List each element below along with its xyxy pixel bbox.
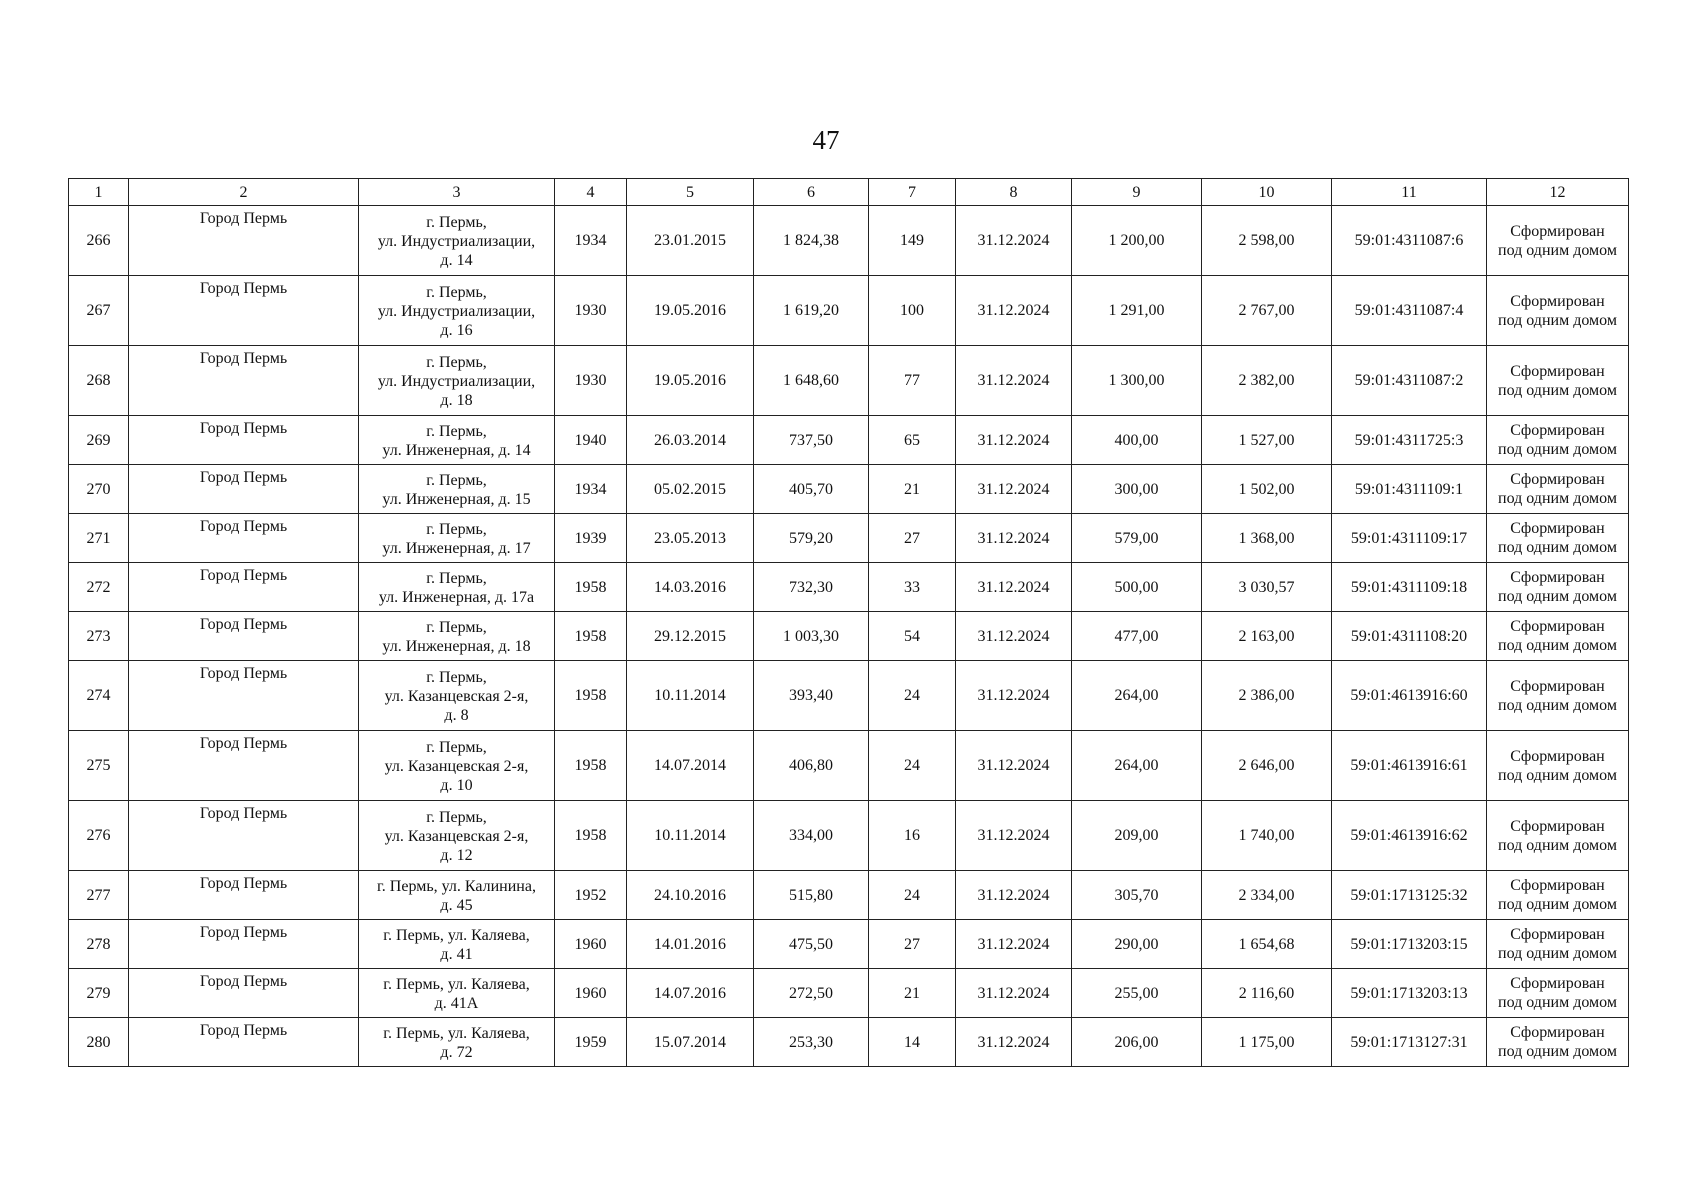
municipality-cell: Город Пермь	[129, 346, 359, 416]
living-area-cell: 393,40	[754, 661, 869, 731]
column-header-3: 3	[359, 179, 555, 206]
address-line: д. 14	[440, 251, 473, 269]
table-row	[69, 514, 1629, 563]
living-area-cell: 253,30	[754, 1018, 869, 1067]
row-number-cell: 276	[69, 801, 129, 871]
column-header-9: 9	[1072, 179, 1202, 206]
relocation-deadline-cell: 31.12.2024	[956, 731, 1072, 801]
land-status-cell	[1487, 1018, 1629, 1067]
address-line: г. Пермь,	[426, 569, 487, 587]
relocation-deadline-cell: 31.12.2024	[956, 563, 1072, 612]
land-status-cell	[1487, 731, 1629, 801]
municipality-cell: Город Пермь	[129, 920, 359, 969]
land-area-cell: 1 300,00	[1072, 346, 1202, 416]
address-line: ул. Инженерная, д. 15	[382, 490, 531, 508]
cadastral-number-cell: 59:01:1713203:15	[1332, 920, 1487, 969]
address-line: д. 72	[440, 1043, 473, 1061]
status-line: под одним домом	[1498, 637, 1617, 654]
residents-count-cell: 27	[869, 514, 956, 563]
status-line: под одним домом	[1498, 588, 1617, 605]
build-year-cell: 1958	[555, 661, 627, 731]
land-area-cell: 477,00	[1072, 612, 1202, 661]
status-line: Сформирован	[1510, 877, 1605, 894]
living-area-cell: 1 003,30	[754, 612, 869, 661]
residents-count-cell: 33	[869, 563, 956, 612]
row-number-cell: 279	[69, 969, 129, 1018]
table-row	[69, 801, 1629, 871]
address-line: г. Пермь,	[426, 520, 487, 538]
residents-count-cell: 24	[869, 661, 956, 731]
build-year-cell: 1952	[555, 871, 627, 920]
cost-cell: 2 386,00	[1202, 661, 1332, 731]
table-row	[69, 920, 1629, 969]
row-number-cell: 271	[69, 514, 129, 563]
municipality-cell: Город Пермь	[129, 563, 359, 612]
municipality-cell: Город Пермь	[129, 416, 359, 465]
status-line: под одним домом	[1498, 994, 1617, 1011]
address-line: ул. Инженерная, д. 18	[382, 637, 531, 655]
address-line: г. Пермь,	[426, 353, 487, 371]
address-line: г. Пермь,	[426, 422, 487, 440]
column-header-8: 8	[956, 179, 1072, 206]
address-cell	[359, 920, 555, 969]
residents-count-cell: 149	[869, 206, 956, 276]
relocation-deadline-cell: 31.12.2024	[956, 661, 1072, 731]
residents-count-cell: 77	[869, 346, 956, 416]
row-number-cell: 268	[69, 346, 129, 416]
relocation-deadline-cell: 31.12.2024	[956, 612, 1072, 661]
recognition-date-cell: 05.02.2015	[627, 465, 754, 514]
column-header-11: 11	[1332, 179, 1487, 206]
cadastral-number-cell: 59:01:1713203:13	[1332, 969, 1487, 1018]
address-line: ул. Казанцевская 2-я,	[384, 757, 529, 775]
land-area-cell: 264,00	[1072, 661, 1202, 731]
build-year-cell: 1930	[555, 276, 627, 346]
address-line: г. Пермь, ул. Каляева,	[383, 975, 530, 993]
relocation-deadline-cell: 31.12.2024	[956, 920, 1072, 969]
cost-cell: 1 654,68	[1202, 920, 1332, 969]
address-cell	[359, 346, 555, 416]
municipality-cell: Город Пермь	[129, 969, 359, 1018]
municipality-cell: Город Пермь	[129, 731, 359, 801]
cadastral-number-cell: 59:01:4613916:60	[1332, 661, 1487, 731]
address-cell	[359, 612, 555, 661]
table-row	[69, 871, 1629, 920]
address-line: д. 45	[440, 896, 473, 914]
column-header-1: 1	[69, 179, 129, 206]
table-row	[69, 416, 1629, 465]
municipality-cell: Город Пермь	[129, 1018, 359, 1067]
row-number-cell: 266	[69, 206, 129, 276]
municipality-cell: Город Пермь	[129, 801, 359, 871]
land-status-cell	[1487, 514, 1629, 563]
build-year-cell: 1958	[555, 801, 627, 871]
address-cell	[359, 416, 555, 465]
land-status-cell	[1487, 206, 1629, 276]
municipality-cell: Город Пермь	[129, 465, 359, 514]
column-header-4: 4	[555, 179, 627, 206]
living-area-cell: 1 619,20	[754, 276, 869, 346]
residents-count-cell: 14	[869, 1018, 956, 1067]
address-line: д. 16	[440, 321, 473, 339]
status-line: под одним домом	[1498, 311, 1617, 329]
status-line: Сформирован	[1510, 362, 1605, 380]
cost-cell: 1 527,00	[1202, 416, 1332, 465]
build-year-cell: 1960	[555, 920, 627, 969]
living-area-cell: 405,70	[754, 465, 869, 514]
row-number-cell: 273	[69, 612, 129, 661]
address-line: г. Пермь,	[426, 738, 487, 756]
row-number-cell: 274	[69, 661, 129, 731]
build-year-cell: 1934	[555, 206, 627, 276]
recognition-date-cell: 23.05.2013	[627, 514, 754, 563]
living-area-cell: 737,50	[754, 416, 869, 465]
municipality-cell: Город Пермь	[129, 661, 359, 731]
address-line: г. Пермь,	[426, 618, 487, 636]
status-line: Сформирован	[1510, 618, 1605, 635]
cost-cell: 2 116,60	[1202, 969, 1332, 1018]
address-cell	[359, 563, 555, 612]
relocation-deadline-cell: 31.12.2024	[956, 1018, 1072, 1067]
recognition-date-cell: 24.10.2016	[627, 871, 754, 920]
land-status-cell	[1487, 661, 1629, 731]
row-number-cell: 275	[69, 731, 129, 801]
address-cell	[359, 731, 555, 801]
cadastral-number-cell: 59:01:4311725:3	[1332, 416, 1487, 465]
cost-cell: 2 646,00	[1202, 731, 1332, 801]
recognition-date-cell: 19.05.2016	[627, 346, 754, 416]
status-line: Сформирован	[1510, 1024, 1605, 1041]
land-status-cell	[1487, 276, 1629, 346]
living-area-cell: 732,30	[754, 563, 869, 612]
relocation-deadline-cell: 31.12.2024	[956, 514, 1072, 563]
build-year-cell: 1958	[555, 612, 627, 661]
land-status-cell	[1487, 612, 1629, 661]
table-row	[69, 1018, 1629, 1067]
land-status-cell	[1487, 465, 1629, 514]
table-row	[69, 206, 1629, 276]
recognition-date-cell: 14.07.2014	[627, 731, 754, 801]
cost-cell: 2 767,00	[1202, 276, 1332, 346]
land-area-cell: 305,70	[1072, 871, 1202, 920]
housing-registry-table	[68, 178, 1629, 1067]
build-year-cell: 1940	[555, 416, 627, 465]
address-line: ул. Индустриализации,	[377, 302, 536, 320]
status-line: Сформирован	[1510, 569, 1605, 586]
table-row	[69, 661, 1629, 731]
residents-count-cell: 54	[869, 612, 956, 661]
land-status-cell	[1487, 969, 1629, 1018]
address-cell	[359, 801, 555, 871]
address-line: ул. Казанцевская 2-я,	[384, 827, 529, 845]
table-row	[69, 276, 1629, 346]
cost-cell: 2 382,00	[1202, 346, 1332, 416]
relocation-deadline-cell: 31.12.2024	[956, 465, 1072, 514]
relocation-deadline-cell: 31.12.2024	[956, 969, 1072, 1018]
cadastral-number-cell: 59:01:4311087:6	[1332, 206, 1487, 276]
address-line: д. 41	[440, 945, 473, 963]
land-status-cell	[1487, 346, 1629, 416]
status-line: под одним домом	[1498, 539, 1617, 556]
municipality-cell: Город Пермь	[129, 612, 359, 661]
cadastral-number-cell: 59:01:4613916:62	[1332, 801, 1487, 871]
table-row	[69, 563, 1629, 612]
cost-cell: 1 175,00	[1202, 1018, 1332, 1067]
residents-count-cell: 65	[869, 416, 956, 465]
land-area-cell: 400,00	[1072, 416, 1202, 465]
status-line: под одним домом	[1498, 490, 1617, 507]
land-area-cell: 290,00	[1072, 920, 1202, 969]
status-line: под одним домом	[1498, 945, 1617, 962]
address-line: ул. Индустриализации,	[377, 232, 536, 250]
address-line: г. Пермь,	[426, 213, 487, 231]
cadastral-number-cell: 59:01:4311109:1	[1332, 465, 1487, 514]
cost-cell: 1 502,00	[1202, 465, 1332, 514]
land-area-cell: 264,00	[1072, 731, 1202, 801]
relocation-deadline-cell: 31.12.2024	[956, 871, 1072, 920]
column-header-2: 2	[129, 179, 359, 206]
relocation-deadline-cell: 31.12.2024	[956, 801, 1072, 871]
municipality-cell: Город Пермь	[129, 276, 359, 346]
status-line: Сформирован	[1510, 292, 1605, 310]
status-line: Сформирован	[1510, 471, 1605, 488]
address-line: г. Пермь, ул. Каляева,	[383, 926, 530, 944]
recognition-date-cell: 14.07.2016	[627, 969, 754, 1018]
living-area-cell: 579,20	[754, 514, 869, 563]
address-line: д. 41А	[434, 994, 479, 1012]
address-cell	[359, 871, 555, 920]
recognition-date-cell: 26.03.2014	[627, 416, 754, 465]
land-area-cell: 579,00	[1072, 514, 1202, 563]
address-line: г. Пермь, ул. Каляева,	[383, 1024, 530, 1042]
status-line: под одним домом	[1498, 381, 1617, 399]
status-line: под одним домом	[1498, 696, 1617, 714]
recognition-date-cell: 10.11.2014	[627, 801, 754, 871]
residents-count-cell: 24	[869, 871, 956, 920]
cost-cell: 2 163,00	[1202, 612, 1332, 661]
row-number-cell: 270	[69, 465, 129, 514]
address-cell	[359, 465, 555, 514]
municipality-cell: Город Пермь	[129, 871, 359, 920]
land-status-cell	[1487, 416, 1629, 465]
cadastral-number-cell: 59:01:4311109:18	[1332, 563, 1487, 612]
municipality-cell: Город Пермь	[129, 514, 359, 563]
living-area-cell: 475,50	[754, 920, 869, 969]
cadastral-number-cell: 59:01:4311108:20	[1332, 612, 1487, 661]
cadastral-number-cell: 59:01:4613916:61	[1332, 731, 1487, 801]
address-line: г. Пермь,	[426, 471, 487, 489]
status-line: Сформирован	[1510, 222, 1605, 240]
land-status-cell	[1487, 801, 1629, 871]
status-line: под одним домом	[1498, 896, 1617, 913]
column-header-10: 10	[1202, 179, 1332, 206]
column-header-12: 12	[1487, 179, 1629, 206]
residents-count-cell: 16	[869, 801, 956, 871]
residents-count-cell: 21	[869, 465, 956, 514]
recognition-date-cell: 10.11.2014	[627, 661, 754, 731]
cadastral-number-cell: 59:01:4311087:2	[1332, 346, 1487, 416]
land-area-cell: 206,00	[1072, 1018, 1202, 1067]
status-line: Сформирован	[1510, 817, 1605, 835]
living-area-cell: 1 648,60	[754, 346, 869, 416]
row-number-cell: 277	[69, 871, 129, 920]
table-row	[69, 612, 1629, 661]
address-line: ул. Казанцевская 2-я,	[384, 687, 529, 705]
header-row	[69, 179, 1629, 206]
address-cell	[359, 206, 555, 276]
status-line: Сформирован	[1510, 422, 1605, 439]
row-number-cell: 272	[69, 563, 129, 612]
address-line: ул. Инженерная, д. 17	[382, 539, 531, 557]
row-number-cell: 280	[69, 1018, 129, 1067]
living-area-cell: 334,00	[754, 801, 869, 871]
living-area-cell: 272,50	[754, 969, 869, 1018]
row-number-cell: 278	[69, 920, 129, 969]
column-header-7: 7	[869, 179, 956, 206]
table-row	[69, 969, 1629, 1018]
address-line: д. 10	[440, 776, 473, 794]
residents-count-cell: 100	[869, 276, 956, 346]
table-body	[69, 206, 1629, 1067]
living-area-cell: 406,80	[754, 731, 869, 801]
address-cell	[359, 1018, 555, 1067]
land-area-cell: 255,00	[1072, 969, 1202, 1018]
row-number-cell: 269	[69, 416, 129, 465]
address-cell	[359, 661, 555, 731]
cost-cell: 1 368,00	[1202, 514, 1332, 563]
cadastral-number-cell: 59:01:4311087:4	[1332, 276, 1487, 346]
address-cell	[359, 969, 555, 1018]
land-area-cell: 1 200,00	[1072, 206, 1202, 276]
address-line: ул. Инженерная, д. 17а	[378, 588, 535, 606]
recognition-date-cell: 14.01.2016	[627, 920, 754, 969]
status-line: Сформирован	[1510, 677, 1605, 695]
table-row	[69, 465, 1629, 514]
address-cell	[359, 514, 555, 563]
land-status-cell	[1487, 563, 1629, 612]
residents-count-cell: 21	[869, 969, 956, 1018]
address-line: д. 18	[440, 391, 473, 409]
status-line: Сформирован	[1510, 926, 1605, 943]
status-line: под одним домом	[1498, 441, 1617, 458]
build-year-cell: 1959	[555, 1018, 627, 1067]
living-area-cell: 515,80	[754, 871, 869, 920]
residents-count-cell: 24	[869, 731, 956, 801]
status-line: Сформирован	[1510, 520, 1605, 537]
column-header-5: 5	[627, 179, 754, 206]
relocation-deadline-cell: 31.12.2024	[956, 346, 1072, 416]
build-year-cell: 1960	[555, 969, 627, 1018]
status-line: Сформирован	[1510, 747, 1605, 765]
column-header-6: 6	[754, 179, 869, 206]
land-area-cell: 500,00	[1072, 563, 1202, 612]
cost-cell: 3 030,57	[1202, 563, 1332, 612]
status-line: Сформирован	[1510, 975, 1605, 992]
address-line: д. 8	[444, 706, 469, 724]
cadastral-number-cell: 59:01:4311109:17	[1332, 514, 1487, 563]
recognition-date-cell: 14.03.2016	[627, 563, 754, 612]
land-area-cell: 1 291,00	[1072, 276, 1202, 346]
table-row	[69, 346, 1629, 416]
build-year-cell: 1958	[555, 563, 627, 612]
cost-cell: 1 740,00	[1202, 801, 1332, 871]
status-line: под одним домом	[1498, 836, 1617, 854]
row-number-cell: 267	[69, 276, 129, 346]
relocation-deadline-cell: 31.12.2024	[956, 276, 1072, 346]
municipality-cell: Город Пермь	[129, 206, 359, 276]
land-status-cell	[1487, 871, 1629, 920]
build-year-cell: 1930	[555, 346, 627, 416]
residents-count-cell: 27	[869, 920, 956, 969]
table-row	[69, 731, 1629, 801]
address-line: д. 12	[440, 846, 473, 864]
living-area-cell: 1 824,38	[754, 206, 869, 276]
address-cell	[359, 276, 555, 346]
land-area-cell: 209,00	[1072, 801, 1202, 871]
address-line: ул. Инженерная, д. 14	[382, 441, 531, 459]
land-area-cell: 300,00	[1072, 465, 1202, 514]
build-year-cell: 1958	[555, 731, 627, 801]
relocation-deadline-cell: 31.12.2024	[956, 206, 1072, 276]
land-status-cell	[1487, 920, 1629, 969]
address-line: г. Пермь,	[426, 283, 487, 301]
cost-cell: 2 334,00	[1202, 871, 1332, 920]
recognition-date-cell: 19.05.2016	[627, 276, 754, 346]
address-line: г. Пермь,	[426, 668, 487, 686]
recognition-date-cell: 23.01.2015	[627, 206, 754, 276]
status-line: под одним домом	[1498, 1043, 1617, 1060]
relocation-deadline-cell: 31.12.2024	[956, 416, 1072, 465]
recognition-date-cell: 29.12.2015	[627, 612, 754, 661]
recognition-date-cell: 15.07.2014	[627, 1018, 754, 1067]
cost-cell: 2 598,00	[1202, 206, 1332, 276]
address-line: г. Пермь, ул. Калинина,	[377, 877, 536, 895]
build-year-cell: 1934	[555, 465, 627, 514]
build-year-cell: 1939	[555, 514, 627, 563]
address-line: ул. Индустриализации,	[377, 372, 536, 390]
cadastral-number-cell: 59:01:1713125:32	[1332, 871, 1487, 920]
address-line: г. Пермь,	[426, 808, 487, 826]
status-line: под одним домом	[1498, 766, 1617, 784]
page-number: 47	[812, 125, 840, 155]
status-line: под одним домом	[1498, 241, 1617, 259]
cadastral-number-cell: 59:01:1713127:31	[1332, 1018, 1487, 1067]
